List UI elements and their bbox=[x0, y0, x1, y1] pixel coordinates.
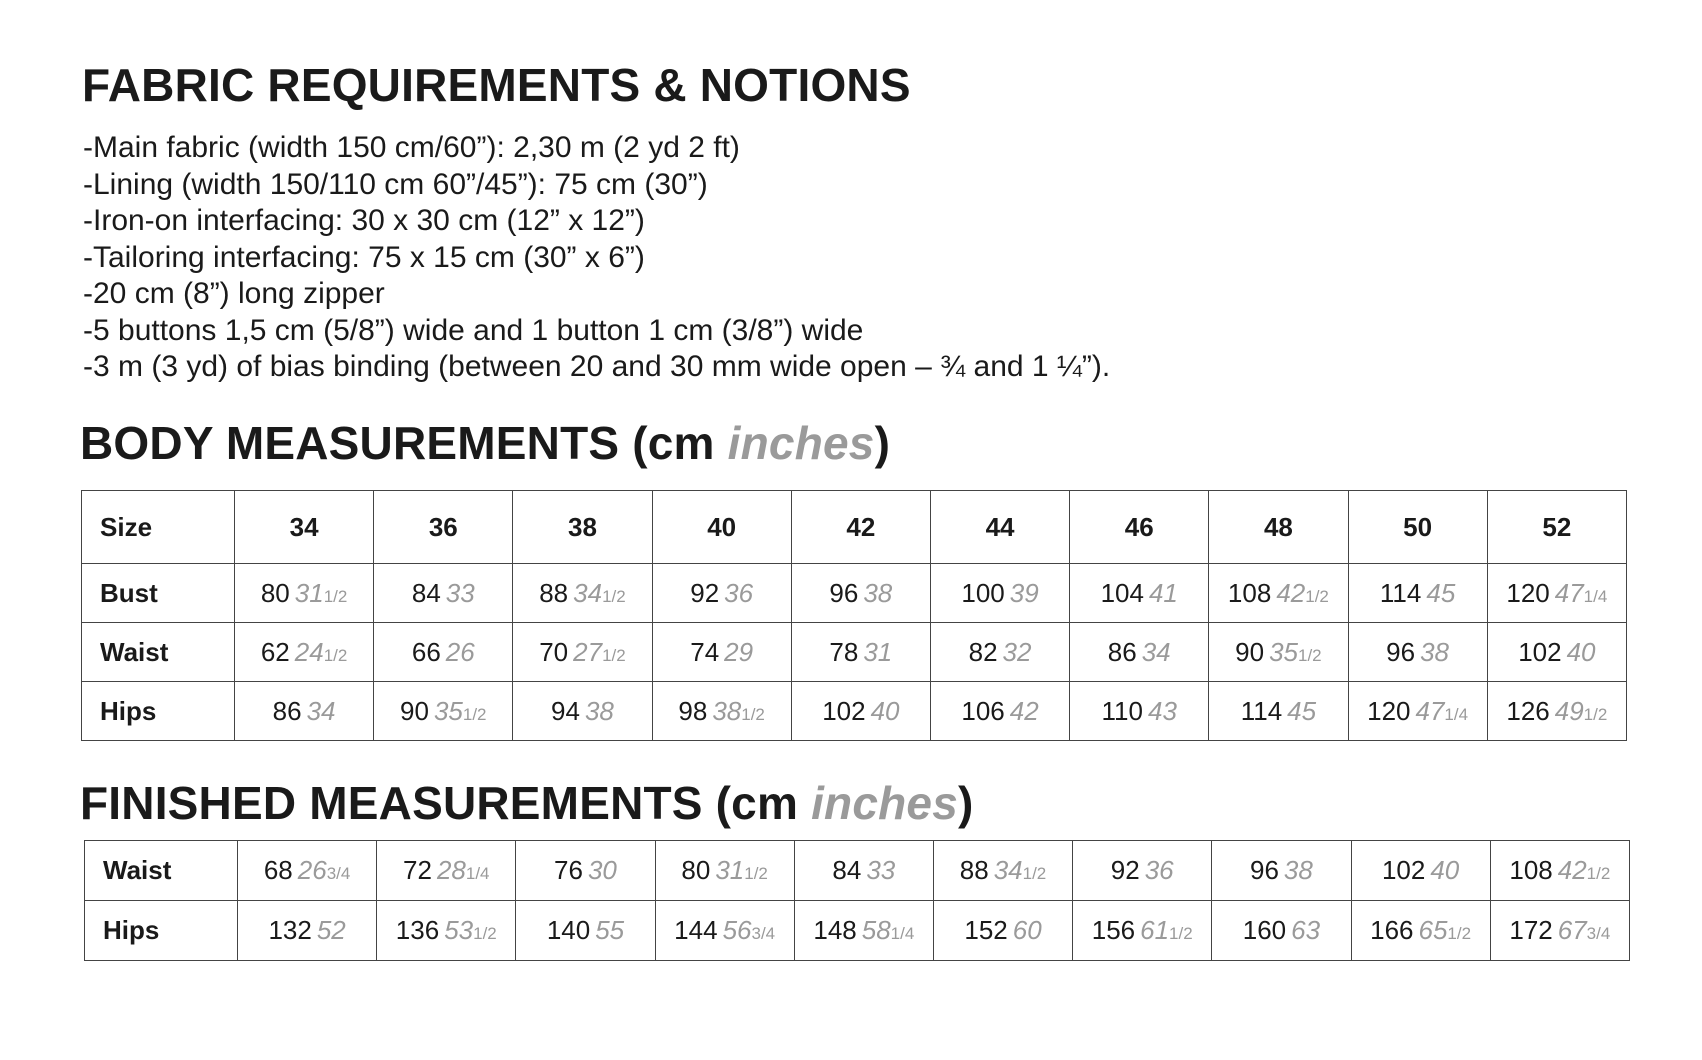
inch-whole: 58 bbox=[861, 915, 891, 945]
measurement-cell bbox=[235, 682, 374, 741]
fabric-requirements-list bbox=[83, 130, 1110, 386]
measurement-cell bbox=[1070, 682, 1209, 741]
inch-whole: 67 bbox=[1557, 915, 1587, 945]
size-header: 44 bbox=[930, 491, 1069, 564]
title-suffix: ) bbox=[958, 777, 974, 829]
inch-value bbox=[1291, 915, 1320, 945]
measurement-cell bbox=[794, 841, 933, 901]
size-header: 34 bbox=[235, 491, 374, 564]
cm-value: 62 bbox=[260, 636, 290, 667]
measurement-cell bbox=[1209, 564, 1348, 623]
measurement-cell bbox=[791, 564, 930, 623]
inch-value bbox=[1555, 696, 1608, 726]
title-inches: inches bbox=[811, 777, 958, 829]
measurement-cell bbox=[930, 623, 1069, 682]
cm-value: 96 bbox=[1249, 855, 1279, 885]
inch-whole: 27 bbox=[573, 636, 603, 667]
inch-whole: 65 bbox=[1418, 915, 1448, 945]
measurement-cell bbox=[1073, 901, 1212, 961]
cm-value: 80 bbox=[681, 855, 711, 885]
inch-whole: 42 bbox=[1276, 577, 1306, 608]
inch-value bbox=[1419, 915, 1472, 945]
inch-value bbox=[1013, 915, 1042, 945]
inch-value bbox=[573, 637, 626, 667]
table-row bbox=[82, 564, 1627, 623]
size-header: 40 bbox=[652, 491, 791, 564]
measurement-cell bbox=[652, 682, 791, 741]
measurement-cell bbox=[933, 901, 1072, 961]
list-item: -3 m (3 yd) of bias binding (between 20 and 30 mm wide open – ¾ and 1 ¼”). bbox=[83, 350, 1111, 383]
cm-value: 148 bbox=[813, 915, 857, 945]
title-text: FINISHED MEASUREMENTS (cm bbox=[80, 777, 812, 829]
inch-whole: 35 bbox=[1269, 636, 1298, 667]
size-header: 52 bbox=[1487, 491, 1626, 564]
inch-fraction: 1/2 bbox=[1583, 704, 1608, 724]
inch-whole: 36 bbox=[1144, 855, 1174, 885]
cm-value: 156 bbox=[1091, 915, 1136, 945]
cm-value: 88 bbox=[959, 855, 989, 885]
measurement-cell bbox=[1348, 564, 1487, 623]
inch-fraction: 1/4 bbox=[1444, 704, 1469, 724]
inch-value bbox=[1276, 578, 1329, 608]
measurement-cell bbox=[235, 564, 374, 623]
inch-whole: 43 bbox=[1147, 695, 1177, 726]
measurement-cell bbox=[374, 682, 513, 741]
table-row bbox=[82, 491, 1627, 564]
row-label: Bust bbox=[82, 564, 235, 623]
measurement-cell bbox=[652, 564, 791, 623]
inch-whole: 40 bbox=[1566, 636, 1596, 667]
measurement-cell bbox=[516, 841, 655, 901]
measurement-cell bbox=[1073, 841, 1212, 901]
cm-value: 94 bbox=[551, 695, 580, 726]
inch-value bbox=[1148, 696, 1177, 726]
cm-value: 68 bbox=[263, 855, 293, 885]
inch-whole: 49 bbox=[1554, 695, 1584, 726]
inch-value bbox=[863, 578, 892, 608]
measurement-cell bbox=[791, 623, 930, 682]
measurement-cell bbox=[513, 682, 652, 741]
inch-whole: 26 bbox=[297, 855, 327, 885]
inch-whole: 33 bbox=[866, 855, 896, 885]
measurement-cell bbox=[377, 841, 516, 901]
size-header: 46 bbox=[1070, 491, 1209, 564]
inch-whole: 26 bbox=[445, 636, 475, 667]
inch-whole: 40 bbox=[1430, 855, 1460, 885]
inch-value bbox=[307, 696, 336, 726]
cm-value: 110 bbox=[1101, 695, 1143, 726]
list-item: -Main fabric (width 150 cm/60”): 2,30 m (2 yd 2 ft) bbox=[83, 131, 740, 164]
title-inches: inches bbox=[727, 417, 875, 469]
inch-fraction: 1/2 bbox=[473, 924, 497, 943]
size-header: 36 bbox=[374, 491, 513, 564]
cm-value: 144 bbox=[674, 915, 718, 945]
measurement-cell bbox=[1487, 682, 1626, 741]
row-label: Waist bbox=[82, 623, 235, 682]
inch-value bbox=[595, 915, 624, 945]
inch-whole: 30 bbox=[587, 855, 617, 885]
inch-whole: 61 bbox=[1140, 915, 1170, 945]
inch-whole: 52 bbox=[316, 915, 346, 945]
measurement-cell bbox=[791, 682, 930, 741]
cm-value: 74 bbox=[690, 636, 720, 667]
measurement-cell bbox=[238, 901, 377, 961]
cm-value: 90 bbox=[400, 695, 429, 726]
inch-whole: 34 bbox=[993, 855, 1023, 885]
inch-value bbox=[723, 915, 776, 945]
measurement-cell bbox=[516, 901, 655, 961]
table-row bbox=[82, 682, 1627, 741]
measurement-cell bbox=[1490, 901, 1629, 961]
inch-fraction: 1/2 bbox=[1169, 924, 1193, 943]
measurement-cell bbox=[1209, 682, 1348, 741]
measurement-cell bbox=[655, 901, 794, 961]
cm-value: 108 bbox=[1227, 577, 1272, 608]
inch-fraction: 1/4 bbox=[465, 864, 490, 883]
measurement-cell bbox=[1351, 841, 1490, 901]
size-label: Size bbox=[82, 491, 235, 564]
inch-whole: 24 bbox=[294, 636, 324, 667]
measurement-cell bbox=[933, 841, 1072, 901]
inch-whole: 38 bbox=[1420, 636, 1450, 667]
measurement-cell bbox=[1487, 623, 1626, 682]
cm-value: 86 bbox=[272, 695, 302, 726]
cm-value: 102 bbox=[822, 695, 866, 726]
measurement-cell bbox=[1070, 564, 1209, 623]
cm-value: 92 bbox=[1110, 855, 1140, 885]
cm-value: 78 bbox=[829, 636, 859, 667]
cm-value: 152 bbox=[964, 915, 1008, 945]
inch-whole: 36 bbox=[724, 577, 754, 608]
inch-value bbox=[1558, 855, 1611, 885]
inch-fraction: 1/2 bbox=[1305, 586, 1329, 606]
inch-whole: 39 bbox=[1009, 577, 1039, 608]
size-header: 48 bbox=[1209, 491, 1348, 564]
table-row bbox=[85, 901, 1630, 961]
measurement-cell bbox=[1487, 564, 1626, 623]
cm-value: 96 bbox=[1386, 636, 1416, 667]
inch-value bbox=[1555, 578, 1608, 608]
inch-fraction: 1/2 bbox=[602, 586, 626, 606]
inch-value bbox=[1142, 637, 1171, 667]
inch-whole: 45 bbox=[1426, 577, 1456, 608]
cm-value: 120 bbox=[1506, 577, 1550, 608]
measurement-cell bbox=[1212, 841, 1351, 901]
inch-value bbox=[866, 855, 895, 885]
measurement-cell bbox=[655, 841, 794, 901]
measurement-cell bbox=[513, 564, 652, 623]
measurement-cell bbox=[1212, 901, 1351, 961]
cm-value: 102 bbox=[1518, 636, 1562, 667]
row-label: Waist bbox=[85, 841, 238, 901]
inch-whole: 32 bbox=[1002, 636, 1032, 667]
inch-value bbox=[1140, 915, 1193, 945]
inch-value bbox=[298, 855, 351, 885]
inch-fraction: 1/4 bbox=[1583, 586, 1608, 606]
cm-value: 166 bbox=[1370, 915, 1414, 945]
title-suffix: ) bbox=[874, 417, 891, 469]
list-item: -Tailoring interfacing: 75 x 15 cm (30” x 6”) bbox=[83, 240, 645, 274]
inch-value bbox=[1567, 637, 1596, 667]
inch-value bbox=[588, 855, 617, 885]
measurement-cell bbox=[1209, 623, 1348, 682]
inch-whole: 38 bbox=[863, 577, 893, 608]
inch-value bbox=[863, 637, 892, 667]
inch-value bbox=[585, 696, 614, 726]
inch-fraction: 3/4 bbox=[326, 864, 351, 883]
inch-value bbox=[1149, 578, 1178, 608]
inch-value bbox=[1426, 578, 1455, 608]
inch-whole: 38 bbox=[712, 695, 742, 726]
cm-value: 104 bbox=[1100, 577, 1144, 608]
list-item: -Iron-on interfacing: 30 x 30 cm (12” x 12”) bbox=[83, 204, 645, 237]
cm-value: 160 bbox=[1242, 915, 1287, 945]
list-item: -5 buttons 1,5 cm (5/8”) wide and 1 button 1 cm (3/8”) wide bbox=[83, 313, 864, 347]
cm-value: 140 bbox=[546, 915, 591, 945]
inch-whole: 47 bbox=[1415, 695, 1445, 726]
cm-value: 120 bbox=[1367, 695, 1411, 726]
inch-value bbox=[437, 855, 490, 885]
inch-value bbox=[1284, 855, 1313, 885]
inch-fraction: 1/2 bbox=[323, 586, 348, 606]
inch-whole: 40 bbox=[870, 695, 900, 726]
cm-value: 106 bbox=[961, 695, 1005, 726]
inch-whole: 38 bbox=[1283, 855, 1313, 885]
inch-value bbox=[1416, 696, 1469, 726]
measurement-cell bbox=[235, 623, 374, 682]
measurement-cell bbox=[513, 623, 652, 682]
inch-value bbox=[317, 915, 346, 945]
table-row bbox=[85, 841, 1630, 901]
measurement-cell bbox=[930, 564, 1069, 623]
cm-value: 172 bbox=[1509, 915, 1553, 945]
size-header: 42 bbox=[791, 491, 930, 564]
inch-value bbox=[1269, 637, 1322, 667]
inch-value bbox=[434, 696, 487, 726]
inch-value bbox=[1145, 855, 1174, 885]
inch-whole: 35 bbox=[433, 695, 463, 726]
cm-value: 84 bbox=[832, 855, 862, 885]
inch-value bbox=[295, 637, 348, 667]
inch-whole: 45 bbox=[1287, 695, 1317, 726]
inch-whole: 28 bbox=[436, 855, 466, 885]
measurement-cell bbox=[1348, 682, 1487, 741]
table-row bbox=[82, 623, 1627, 682]
row-label: Hips bbox=[82, 682, 235, 741]
measurement-cell bbox=[930, 682, 1069, 741]
cm-value: 76 bbox=[554, 855, 583, 885]
inch-whole: 63 bbox=[1291, 915, 1321, 945]
inch-value bbox=[446, 578, 475, 608]
measurement-cell bbox=[377, 901, 516, 961]
inch-fraction: 1/2 bbox=[462, 704, 487, 724]
list-item: -Lining (width 150/110 cm 60”/45”): 75 cm (30”) bbox=[83, 167, 708, 201]
inch-whole: 34 bbox=[573, 577, 603, 608]
body-measurements-table bbox=[81, 490, 1627, 741]
inch-value bbox=[712, 696, 765, 726]
size-header: 50 bbox=[1348, 491, 1487, 564]
row-label: Hips bbox=[85, 901, 238, 961]
inch-fraction: 1/2 bbox=[741, 704, 765, 724]
inch-fraction: 3/4 bbox=[1586, 924, 1611, 943]
cm-value: 102 bbox=[1381, 855, 1426, 885]
list-item: -20 cm (8”) long zipper bbox=[83, 277, 385, 310]
inch-value bbox=[1010, 578, 1039, 608]
cm-value: 66 bbox=[411, 636, 441, 667]
inch-fraction: 1/2 bbox=[602, 645, 626, 665]
body-measurements-title bbox=[80, 417, 891, 469]
inch-fraction: 1/2 bbox=[1298, 645, 1322, 665]
cm-value: 82 bbox=[968, 636, 998, 667]
measurement-cell bbox=[1490, 841, 1629, 901]
inch-fraction: 1/2 bbox=[1022, 864, 1047, 883]
measurement-cell bbox=[652, 623, 791, 682]
inch-value bbox=[724, 578, 753, 608]
inch-value bbox=[994, 855, 1047, 885]
inch-whole: 31 bbox=[294, 577, 324, 608]
inch-whole: 34 bbox=[1141, 636, 1171, 667]
cm-value: 114 bbox=[1379, 577, 1422, 608]
inch-whole: 42 bbox=[1009, 695, 1039, 726]
inch-whole: 47 bbox=[1554, 577, 1584, 608]
inch-fraction: 1/2 bbox=[1447, 924, 1472, 943]
measurement-cell bbox=[794, 901, 933, 961]
inch-value bbox=[1430, 855, 1459, 885]
measurement-cell bbox=[1348, 623, 1487, 682]
inch-fraction: 3/4 bbox=[751, 924, 776, 943]
cm-value: 86 bbox=[1107, 636, 1137, 667]
measurement-cell bbox=[374, 623, 513, 682]
inch-whole: 60 bbox=[1012, 915, 1042, 945]
cm-value: 70 bbox=[539, 636, 569, 667]
inch-fraction: 1/4 bbox=[890, 924, 915, 943]
inch-whole: 55 bbox=[595, 915, 625, 945]
inch-whole: 31 bbox=[863, 636, 893, 667]
cm-value: 108 bbox=[1509, 855, 1553, 885]
inch-whole: 41 bbox=[1148, 577, 1178, 608]
inch-value bbox=[446, 637, 475, 667]
cm-value: 126 bbox=[1506, 695, 1550, 726]
inch-whole: 31 bbox=[715, 855, 745, 885]
cm-value: 132 bbox=[268, 915, 312, 945]
inch-fraction: 1/2 bbox=[744, 864, 768, 883]
fabric-requirements-title: FABRIC REQUIREMENTS & NOTIONS bbox=[82, 59, 911, 111]
cm-value: 114 bbox=[1240, 695, 1283, 726]
inch-value bbox=[862, 915, 915, 945]
measurement-cell bbox=[1070, 623, 1209, 682]
inch-whole: 34 bbox=[306, 695, 336, 726]
inch-fraction: 1/2 bbox=[323, 645, 348, 665]
inch-whole: 42 bbox=[1557, 855, 1587, 885]
size-header: 38 bbox=[513, 491, 652, 564]
inch-value bbox=[724, 637, 753, 667]
inch-whole: 29 bbox=[724, 636, 754, 667]
inch-whole: 56 bbox=[722, 915, 752, 945]
inch-value bbox=[444, 915, 497, 945]
inch-whole: 38 bbox=[584, 695, 614, 726]
cm-value: 100 bbox=[961, 577, 1005, 608]
cm-value: 136 bbox=[395, 915, 440, 945]
inch-value bbox=[1003, 637, 1032, 667]
inch-value bbox=[573, 578, 626, 608]
inch-fraction: 1/2 bbox=[1586, 864, 1611, 883]
inch-whole: 53 bbox=[444, 915, 474, 945]
finished-measurements-title bbox=[80, 777, 974, 829]
cm-value: 88 bbox=[539, 577, 569, 608]
measurement-cell bbox=[1351, 901, 1490, 961]
inch-value bbox=[1420, 637, 1449, 667]
measurement-cell bbox=[238, 841, 377, 901]
inch-value bbox=[1010, 696, 1039, 726]
cm-value: 98 bbox=[678, 695, 708, 726]
cm-value: 72 bbox=[403, 855, 432, 885]
measurement-cell bbox=[374, 564, 513, 623]
inch-value bbox=[1287, 696, 1316, 726]
title-text: BODY MEASUREMENTS (cm bbox=[80, 417, 728, 469]
inch-value bbox=[1558, 915, 1611, 945]
finished-measurements-table bbox=[84, 840, 1630, 961]
inch-value bbox=[295, 578, 348, 608]
cm-value: 90 bbox=[1235, 636, 1265, 667]
inch-whole: 33 bbox=[445, 577, 475, 608]
inch-value bbox=[871, 696, 900, 726]
cm-value: 84 bbox=[411, 577, 441, 608]
inch-value bbox=[715, 855, 768, 885]
cm-value: 80 bbox=[260, 577, 290, 608]
cm-value: 96 bbox=[829, 577, 859, 608]
cm-value: 92 bbox=[690, 577, 720, 608]
